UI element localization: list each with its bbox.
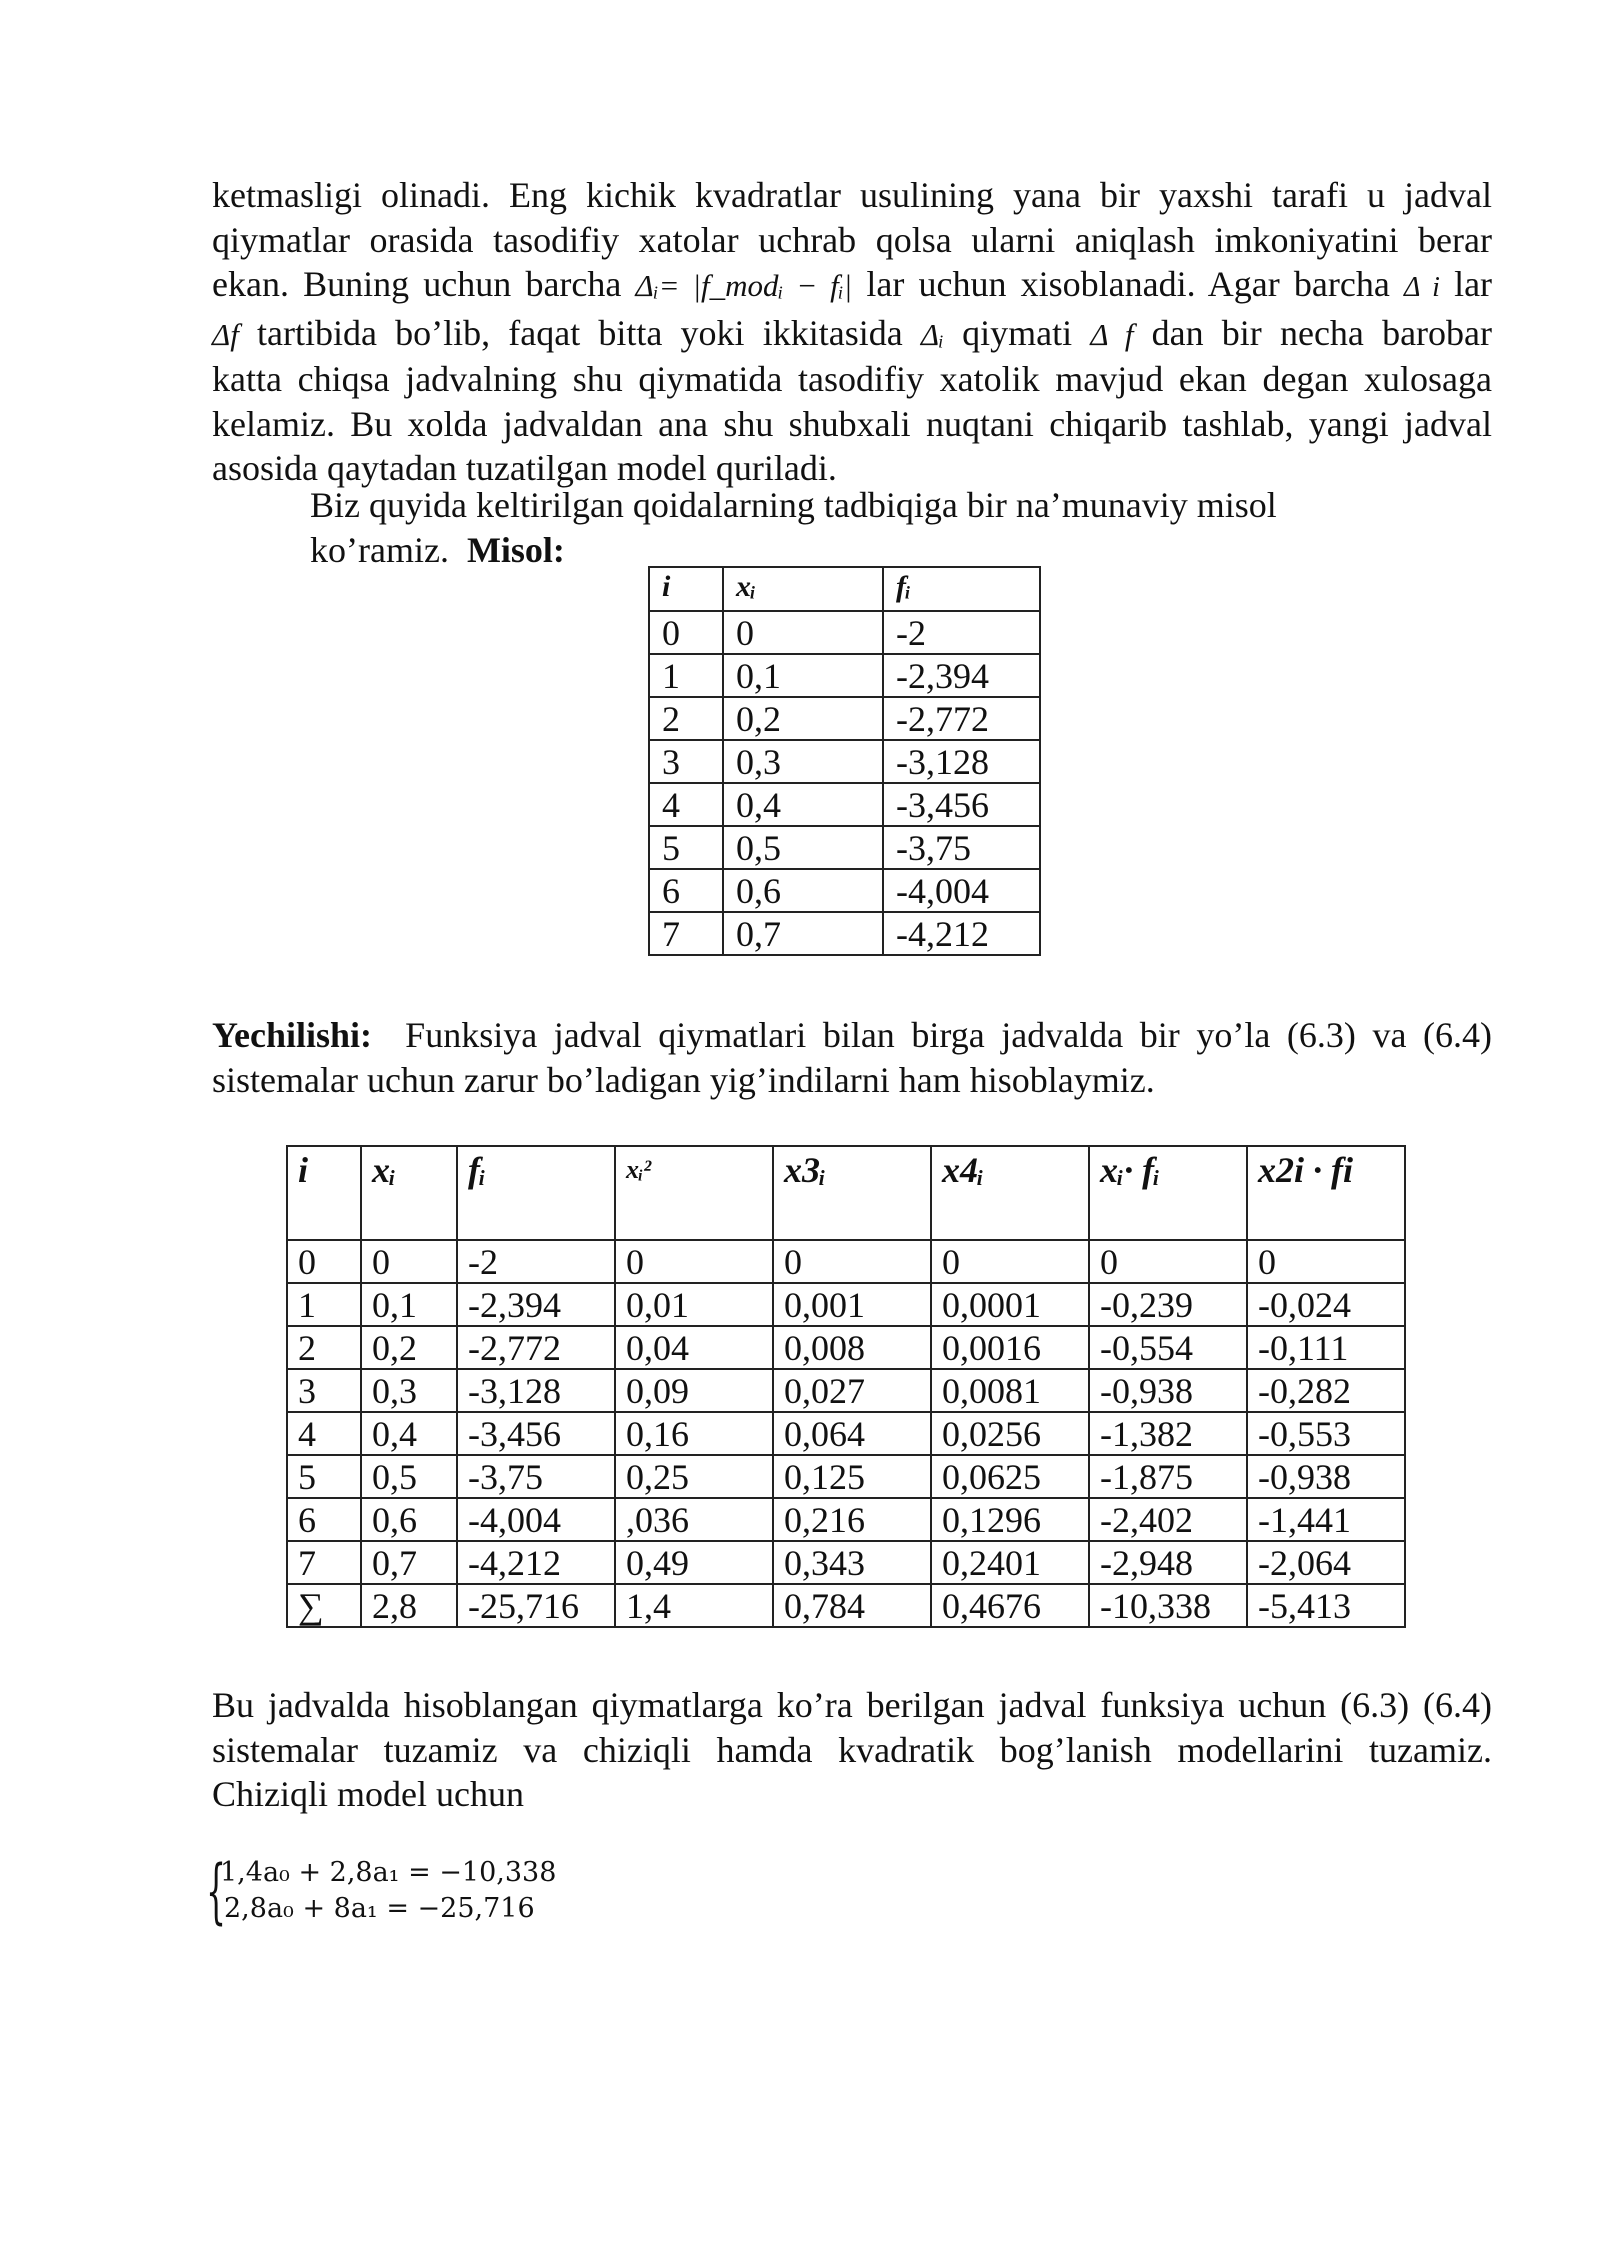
text-line: Yechilishi: Funksiya jadval qiymatlari bilan birga jadvalda bir yo’la (6.3) va (6.4) <box>212 1015 1492 1055</box>
table-cell: -25,716 <box>457 1584 615 1627</box>
source-table <box>648 566 1041 956</box>
header-cell: xᵢ <box>723 567 883 611</box>
table-cell: -0,938 <box>1247 1455 1405 1498</box>
text-line: katta chiqsa jadvalning shu qiymatida tasodifiy xatolik mavjud ekan degan xulosaga <box>212 359 1492 399</box>
table-cell: 0,0625 <box>931 1455 1089 1498</box>
table-row <box>649 740 1040 783</box>
table-cell: 0,784 <box>773 1584 931 1627</box>
table-cell: 3 <box>649 740 723 783</box>
table-row <box>287 1283 1405 1326</box>
table-cell: 0,064 <box>773 1412 931 1455</box>
table-cell: 1 <box>649 654 723 697</box>
table-cell: 1,4 <box>615 1584 773 1627</box>
table-row <box>649 611 1040 654</box>
table-cell: -2,772 <box>883 697 1040 740</box>
table-cell: ,036 <box>615 1498 773 1541</box>
table-cell: 0,2 <box>723 697 883 740</box>
table-cell: -2 <box>883 611 1040 654</box>
table-cell: 0,6 <box>723 869 883 912</box>
text-line: qiymatlar orasida tasodifiy xatolar uchrab qolsa ularni aniqlash imkoniyatini berar <box>212 219 1492 260</box>
table-cell: 0,1296 <box>931 1498 1089 1541</box>
table-cell: 1 <box>287 1283 361 1326</box>
equation-system <box>206 1850 557 1932</box>
table-cell: 5 <box>649 826 723 869</box>
table-cell: -4,212 <box>457 1541 615 1584</box>
table-cell: -3,456 <box>457 1412 615 1455</box>
header-cell: xᵢ <box>361 1146 457 1240</box>
example-label: Misol: <box>466 529 565 570</box>
table-cell: 0,0256 <box>931 1412 1089 1455</box>
table-row <box>287 1412 1405 1455</box>
table-cell: 0 <box>287 1240 361 1283</box>
table-cell: 0 <box>361 1240 457 1283</box>
table-row <box>649 697 1040 740</box>
table-cell: -10,338 <box>1089 1584 1247 1627</box>
table-cell: 0 <box>1247 1240 1405 1283</box>
table-cell: 0 <box>1089 1240 1247 1283</box>
table-cell: 4 <box>287 1412 361 1455</box>
table-cell: -0,111 <box>1247 1326 1405 1369</box>
table-cell: 6 <box>649 869 723 912</box>
table-cell: 0 <box>649 611 723 654</box>
table-cell: -0,938 <box>1089 1369 1247 1412</box>
header-cell: i <box>287 1146 361 1240</box>
table-cell: 0,1 <box>361 1283 457 1326</box>
solution-label: Yechilishi: <box>212 1015 373 1055</box>
table-cell: 0,008 <box>773 1326 931 1369</box>
table-cell: 4 <box>649 783 723 826</box>
table-cell: 0,4 <box>723 783 883 826</box>
table-cell: 0,4676 <box>931 1584 1089 1627</box>
header-cell: xᵢ² <box>615 1146 773 1240</box>
paragraph-systems <box>212 1683 1492 1817</box>
equation-line: 1,4a₀ + 2,8a₁ = −10,338 <box>220 1857 557 1888</box>
table-cell: -3,456 <box>883 783 1040 826</box>
header-cell: fᵢ <box>883 567 1040 611</box>
table-cell: -5,413 <box>1247 1584 1405 1627</box>
table-cell: -2,064 <box>1247 1541 1405 1584</box>
table-cell: ∑ <box>287 1584 361 1627</box>
table-cell: 2 <box>649 697 723 740</box>
table-cell: 3 <box>287 1369 361 1412</box>
text-line: kelamiz. Bu xolda jadvaldan ana shu shubxali nuqtani chiqarib tashlab, yangi jadval <box>212 403 1492 444</box>
table-row <box>287 1541 1405 1584</box>
table-cell: -3,75 <box>457 1455 615 1498</box>
table-cell: 0,1 <box>723 654 883 697</box>
text-line: ketmasligi olinadi. Eng kichik kvadratlar usulining yana bir yaxshi tarafi u jadval <box>212 175 1492 215</box>
table-body <box>287 1240 1405 1627</box>
table-cell: -1,382 <box>1089 1412 1247 1455</box>
table-cell: 0,16 <box>615 1412 773 1455</box>
table-cell: -3,128 <box>457 1369 615 1412</box>
table-row <box>649 654 1040 697</box>
table-cell: 2 <box>287 1326 361 1369</box>
table-cell: 0,343 <box>773 1541 931 1584</box>
table-cell: 0 <box>723 611 883 654</box>
table-cell: 0,001 <box>773 1283 931 1326</box>
table-row <box>649 912 1040 955</box>
table-cell: 0,5 <box>361 1455 457 1498</box>
table-row <box>287 1240 1405 1283</box>
table-cell: -2,402 <box>1089 1498 1247 1541</box>
table-row <box>649 869 1040 912</box>
table-cell: 0 <box>931 1240 1089 1283</box>
table-row <box>287 1584 1405 1627</box>
text-line: sistemalar uchun zarur bo’ladigan yig’indilarni ham hisoblaymiz. <box>212 1059 1155 1100</box>
table-cell: -2,772 <box>457 1326 615 1369</box>
text-line: Bu jadvalda hisoblangan qiymatlarga ko’ra berilgan jadval funksiya uchun (6.3) (6.4) <box>212 1685 1492 1725</box>
table-cell: 0,7 <box>361 1541 457 1584</box>
table-cell: 0,3 <box>361 1369 457 1412</box>
table-cell: 0,09 <box>615 1369 773 1412</box>
table-row <box>287 1498 1405 1541</box>
table-cell: -4,004 <box>883 869 1040 912</box>
table-cell: -2,394 <box>457 1283 615 1326</box>
paragraph-intro <box>212 173 1492 491</box>
formula-delta-f: Δ f <box>1090 316 1134 352</box>
table-cell: 0,2 <box>361 1326 457 1369</box>
table-cell: -3,75 <box>883 826 1040 869</box>
header-cell: x2i · fi <box>1247 1146 1405 1240</box>
table-cell: 0,0081 <box>931 1369 1089 1412</box>
table-body <box>649 611 1040 955</box>
table-header-row <box>649 567 1040 611</box>
text-line: Δf tartibida bo’lib, faqat bitta yoki ikkitasida Δᵢ qiymati Δ f dan bir necha barobar <box>212 312 1493 353</box>
table-cell: -2,948 <box>1089 1541 1247 1584</box>
table-cell: 0 <box>773 1240 931 1283</box>
table-cell: -2,394 <box>883 654 1040 697</box>
table-cell: 0,04 <box>615 1326 773 1369</box>
table-cell: -0,554 <box>1089 1326 1247 1369</box>
table-cell: 0,027 <box>773 1369 931 1412</box>
table-cell: 0 <box>615 1240 773 1283</box>
table-row <box>287 1326 1405 1369</box>
header-cell: fᵢ <box>457 1146 615 1240</box>
formula-delta-i: Δᵢ <box>920 316 944 352</box>
header-cell: i <box>649 567 723 611</box>
table-row <box>649 826 1040 869</box>
table-cell: -1,441 <box>1247 1498 1405 1541</box>
table-cell: -4,004 <box>457 1498 615 1541</box>
table-cell: -4,212 <box>883 912 1040 955</box>
table-row <box>287 1455 1405 1498</box>
equation-line: 2,8a₀ + 8a₁ = −25,716 <box>224 1893 535 1924</box>
table-cell: 0,0001 <box>931 1283 1089 1326</box>
table-cell: 0,01 <box>615 1283 773 1326</box>
header-cell: xᵢ· fᵢ <box>1089 1146 1247 1240</box>
table-cell: 0,2401 <box>931 1541 1089 1584</box>
paragraph-solution <box>212 1013 1492 1102</box>
table-header-row <box>287 1146 1405 1240</box>
text-line: asosida qaytadan tuzatilgan model quriladi. <box>212 448 837 488</box>
table-row <box>287 1369 1405 1412</box>
table-cell: 0,3 <box>723 740 883 783</box>
curly-brace-icon: { <box>206 1850 227 1932</box>
table-cell: 0,6 <box>361 1498 457 1541</box>
table-cell: 6 <box>287 1498 361 1541</box>
formula-delta-abs: Δᵢ= |f_modᵢ − fᵢ| <box>635 268 853 303</box>
table-cell: -2 <box>457 1240 615 1283</box>
table-cell: 7 <box>287 1541 361 1584</box>
table-cell: -1,875 <box>1089 1455 1247 1498</box>
text-line: ko’ramiz. Misol: <box>310 529 565 570</box>
table-cell: 0,49 <box>615 1541 773 1584</box>
table-cell: -0,282 <box>1247 1369 1405 1412</box>
table-cell: -3,128 <box>883 740 1040 783</box>
formula-delta-i: Δ i <box>1404 272 1440 303</box>
table-cell: -0,553 <box>1247 1412 1405 1455</box>
sums-table <box>286 1145 1406 1628</box>
paragraph-example-intro <box>310 483 1277 572</box>
table-cell: -0,239 <box>1089 1283 1247 1326</box>
table-cell: 0,125 <box>773 1455 931 1498</box>
table-cell: 0,5 <box>723 826 883 869</box>
table-cell: 5 <box>287 1455 361 1498</box>
text-line: sistemalar tuzamiz va chiziqli hamda kvadratik bog’lanish modellarini tuzamiz. <box>212 1729 1492 1770</box>
text-line: ekan. Buning uchun barcha Δᵢ= |f_modᵢ − fᵢ| lar uchun xisoblanadi. Agar barcha Δ i lar <box>212 264 1493 304</box>
table-cell: 0,25 <box>615 1455 773 1498</box>
table-cell: 7 <box>649 912 723 955</box>
table-cell: 0,216 <box>773 1498 931 1541</box>
header-cell: x3ᵢ <box>773 1146 931 1240</box>
text-line: Biz quyida keltirilgan qoidalarning tadbiqiga bir na’munaviy misol <box>310 485 1277 525</box>
header-cell: x4ᵢ <box>931 1146 1089 1240</box>
table-cell: 2,8 <box>361 1584 457 1627</box>
formula-delta-f: Δf <box>212 316 239 352</box>
table-cell: -0,024 <box>1247 1283 1405 1326</box>
text-line: Chiziqli model uchun <box>212 1774 524 1814</box>
table-row <box>649 783 1040 826</box>
table-cell: 0,7 <box>723 912 883 955</box>
table-cell: 0,4 <box>361 1412 457 1455</box>
table-cell: 0,0016 <box>931 1326 1089 1369</box>
